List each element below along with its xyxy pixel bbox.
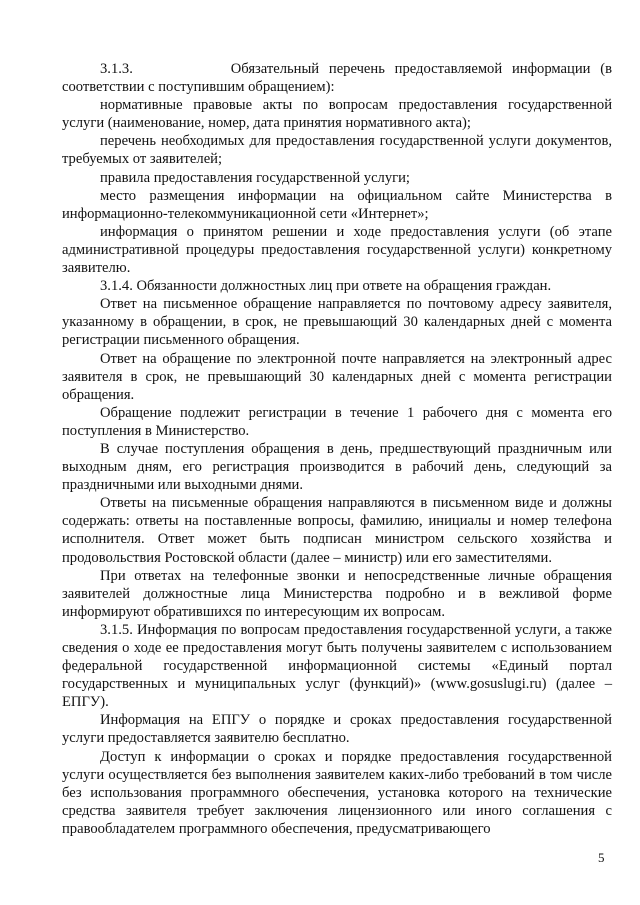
paragraph-decision-info: информация о принятом решении и ходе предоставления услуги (об этапе административной процедуры предоставления государственной услуги) конкретному заявителю. bbox=[62, 223, 612, 277]
paragraph-legal-acts: нормативные правовые акты по вопросам предоставления государственной услуги (наименование, номер, дата принятия нормативного акта); bbox=[62, 97, 612, 132]
paragraph-required-documents: перечень необходимых для предоставления государственной услуги документов, требуемых от заявителей; bbox=[62, 133, 612, 168]
paragraph-service-rules: правила предоставления государственной услуги; bbox=[100, 169, 410, 186]
paragraph-written-reply: Ответ на письменное обращение направляется по почтовому адресу заявителя, указанному в обращении, в срок, не превышающий 30 календарных дней с момента регистрации письменного обращения. bbox=[62, 296, 612, 349]
page-number: 5 bbox=[598, 850, 605, 865]
paragraph-3-1-5-portal: 3.1.5. Информация по вопросам предоставления государственной услуги, а также сведения о ходе ее предоставления могут быть получены заявителем с использованием федеральной государственной информационной системы «Единый портал государственных и муниципальных услуг (функций)» (www.gosuslugi.ru) (далее – ЕПГУ). bbox=[62, 621, 612, 711]
paragraph-phone-replies: При ответах на телефонные звонки и непосредственные личные обращения заявителей должностные лица Министерства подробно и в вежливой форме информируют обратившихся по интересующим их вопросам. bbox=[62, 567, 612, 620]
paragraph-reply-content: Ответы на письменные обращения направляются в письменном виде и должны содержать: ответы на поставленные вопросы, фамилию, инициалы и номер телефона исполнителя. Ответ может быть подписан министром сельского хозяйства и продовольствия Ростовской области (далее – министр) или его заместителями. bbox=[62, 495, 612, 566]
paragraph-free-info: Информация на ЕПГУ о порядке и сроках предоставления государственной услуги предоставляется заявителю бесплатно. bbox=[62, 712, 612, 747]
paragraph-access-info: Доступ к информации о сроках и порядке предоставления государственной услуги осуществляется без выполнения заявителем каких-либо требований в том числе без использования программного обеспечения, установка которого на технические средства заявителя требует заключения лицензионного или иного соглашения с правообладателем программного обеспечения, предусматривающего bbox=[62, 748, 612, 837]
paragraph-holiday-registration: В случае поступления обращения в день, предшествующий праздничным или выходным дням, его регистрация производится в рабочий день, следующий за праздничными или выходными днями. bbox=[62, 440, 612, 494]
paragraph-registration: Обращение подлежит регистрации в течение 1 рабочего дня с момента его поступления в Министерство. bbox=[62, 404, 612, 439]
document-page bbox=[62, 60, 612, 838]
paragraph-3-1-3-heading: 3.1.3. Обязательный перечень предоставляемой информации (в соответствии с поступившим обращением): bbox=[62, 61, 612, 96]
paragraph-email-reply: Ответ на обращение по электронной почте направляется на электронный адрес заявителя в срок, не превышающий 30 календарных дней с момента регистрации обращения. bbox=[62, 350, 612, 403]
paragraph-3-1-4-heading: 3.1.4. Обязанности должностных лиц при ответе на обращения граждан. bbox=[100, 278, 552, 295]
paragraph-website-info: место размещения информации на официальном сайте Министерства в информационно-телекоммуникационной сети «Интернет»; bbox=[62, 187, 612, 222]
